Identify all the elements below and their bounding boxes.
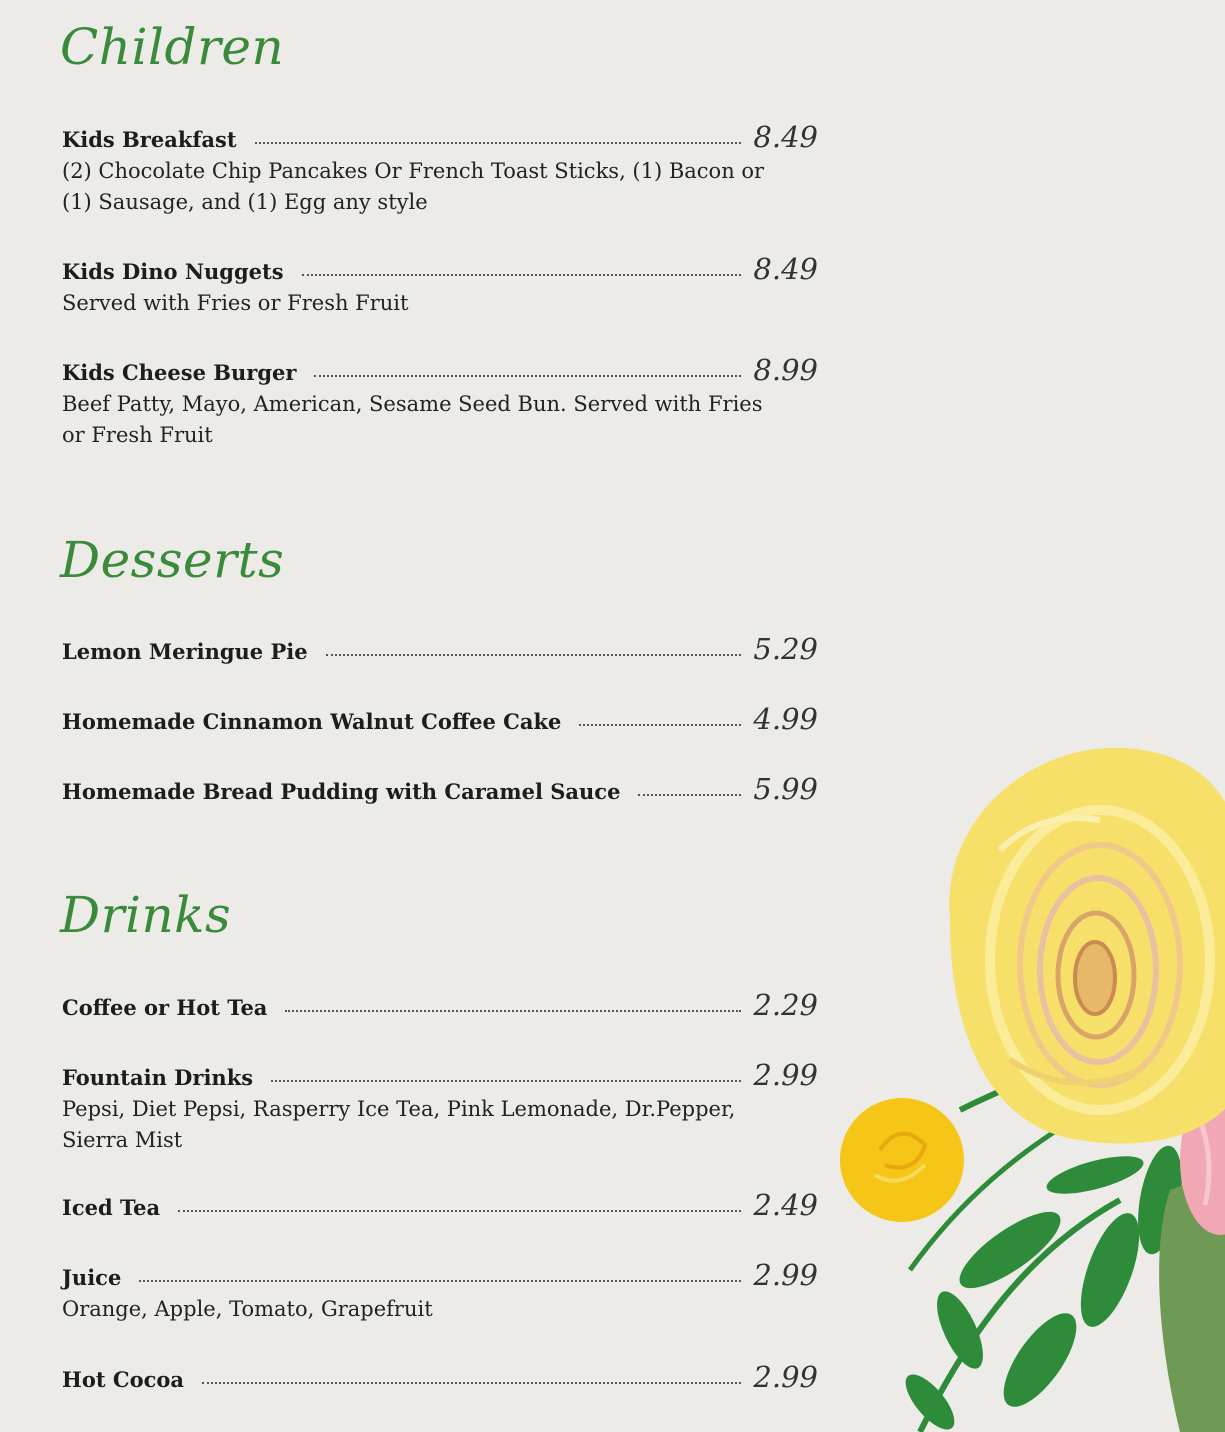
item-name: Hot Cocoa xyxy=(62,1367,184,1392)
section-title-children: Children xyxy=(60,18,285,76)
item-description: Served with Fries or Fresh Fruit xyxy=(62,291,409,315)
dot-leader xyxy=(638,794,741,796)
item-price: 2.99 xyxy=(753,1058,818,1092)
item-name: Kids Breakfast xyxy=(62,127,237,152)
menu-item-coffee-hot-tea xyxy=(62,988,818,1022)
item-name: Homemade Cinnamon Walnut Coffee Cake xyxy=(62,709,562,734)
yellow-bud-icon xyxy=(840,1098,964,1222)
menu-item-fountain-drinks xyxy=(62,1058,818,1156)
item-description: Pepsi, Diet Pepsi, Rasperry Ice Tea, Pink Lemonade, Dr.Pepper, Sierra Mist xyxy=(62,1097,736,1152)
item-name: Juice xyxy=(62,1265,122,1290)
item-name: Fountain Drinks xyxy=(62,1065,254,1090)
item-name: Lemon Meringue Pie xyxy=(62,639,308,664)
dot-leader xyxy=(139,1280,741,1282)
item-price: 8.49 xyxy=(753,120,818,154)
item-price: 2.99 xyxy=(753,1360,818,1394)
menu-item-hot-cocoa xyxy=(62,1360,818,1394)
menu-item-coffee-cake xyxy=(62,702,818,736)
dot-leader xyxy=(314,375,741,377)
section-title-desserts: Desserts xyxy=(60,531,285,589)
dot-leader xyxy=(302,274,742,276)
menu-item-kids-cheese-burger xyxy=(62,353,818,451)
dot-leader xyxy=(271,1080,741,1082)
menu-item-juice xyxy=(62,1258,818,1325)
item-description: Orange, Apple, Tomato, Grapefruit xyxy=(62,1297,433,1321)
menu-item-kids-dino-nuggets xyxy=(62,252,818,319)
item-price: 2.99 xyxy=(753,1258,818,1292)
item-price: 5.99 xyxy=(753,772,818,806)
item-description: Beef Patty, Mayo, American, Sesame Seed Bun. Served with Fries or Fresh Fruit xyxy=(62,392,763,447)
item-price: 8.99 xyxy=(753,353,818,387)
item-name: Homemade Bread Pudding with Caramel Sauce xyxy=(62,779,621,804)
item-description: (2) Chocolate Chip Pancakes Or French Toast Sticks, (1) Bacon or (1) Sausage, and (1) Egg any style xyxy=(62,159,765,214)
dot-leader xyxy=(326,654,742,656)
item-price: 2.49 xyxy=(753,1188,818,1222)
dot-leader xyxy=(202,1382,741,1384)
item-name: Kids Cheese Burger xyxy=(62,360,297,385)
item-price: 5.29 xyxy=(753,632,818,666)
floral-bouquet-illustration xyxy=(820,730,1225,1432)
menu-item-kids-breakfast xyxy=(62,120,818,218)
item-name: Kids Dino Nuggets xyxy=(62,259,284,284)
item-price: 8.49 xyxy=(753,252,818,286)
dot-leader xyxy=(255,142,742,144)
menu-item-bread-pudding xyxy=(62,772,818,806)
dot-leader xyxy=(285,1010,741,1012)
dot-leader xyxy=(579,724,741,726)
yellow-rose-icon xyxy=(949,748,1225,1144)
section-title-drinks: Drinks xyxy=(60,886,232,944)
item-name: Coffee or Hot Tea xyxy=(62,995,268,1020)
menu-item-lemon-meringue-pie xyxy=(62,632,818,666)
dot-leader xyxy=(178,1210,741,1212)
menu-item-iced-tea xyxy=(62,1188,818,1222)
item-name: Iced Tea xyxy=(62,1195,161,1220)
item-price: 2.29 xyxy=(753,988,818,1022)
item-price: 4.99 xyxy=(753,702,818,736)
